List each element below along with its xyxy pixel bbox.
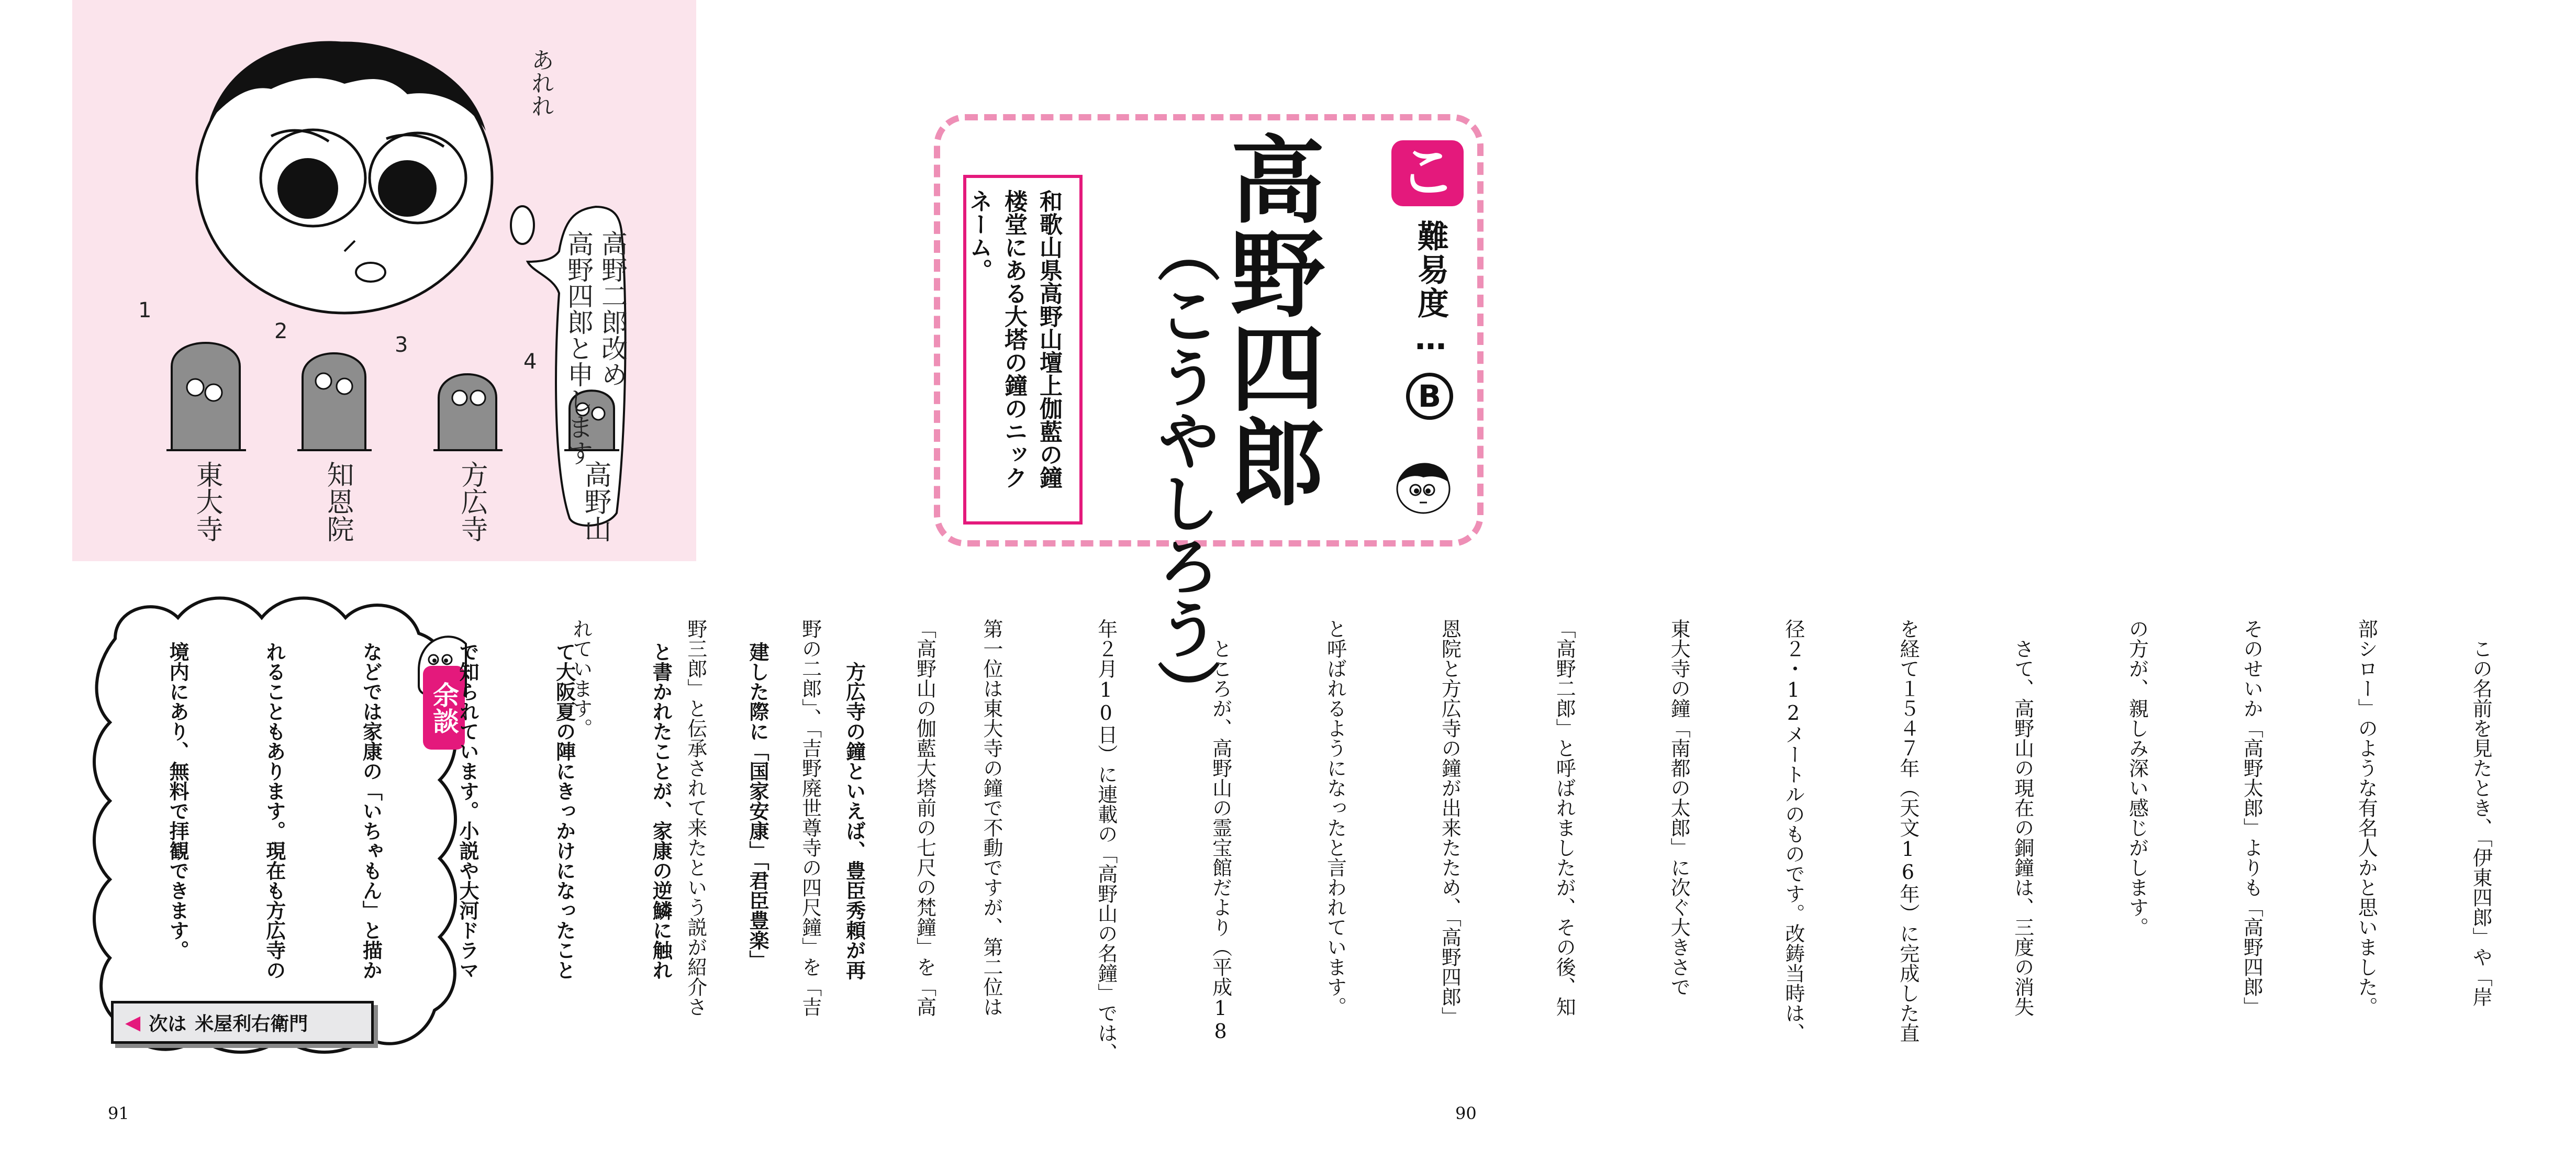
aside-line: て大阪夏の陣にきっかけになったこと: [552, 642, 576, 980]
aside-line: などでは家康の「いちゃもん」と描か: [359, 642, 383, 980]
bell-2: [297, 353, 372, 450]
page-number-right: 90: [1455, 1103, 1477, 1123]
aside-line: 建した際に「国家安康」「君臣豊楽」: [745, 642, 769, 970]
next-entry-link[interactable]: [111, 1001, 374, 1044]
reading-close-paren: ）: [1147, 660, 1220, 722]
bell-4-label: 高野山: [579, 461, 611, 542]
body-line: 恩院と方広寺の鐘が出来たため、「高野四郎」: [1438, 619, 1462, 1027]
aside-text: [129, 642, 934, 1061]
body-line: 「高野山の伽藍大塔前の七尺の梵鐘」を「高: [913, 619, 936, 1017]
body-line: そのせいか「高野太郎」よりも「高野四郎」: [2240, 619, 2263, 1017]
bell-1: [166, 343, 246, 450]
intro-text: 和歌山県高野山壇上伽藍の鐘 楼堂にある大塔の鐘のニック ネーム。: [965, 189, 1062, 489]
body-line: 野三郎」と伝承されて来たという説が紹介さ: [684, 619, 707, 1017]
bell-2-label: 知恩院: [322, 461, 353, 542]
aside-line: と書かれたことが、家康の逆鱗に触れ: [649, 642, 673, 980]
body-line: さて、高野山の現在の銅鐘は、三度の消失: [2011, 619, 2034, 1017]
arrow-left-icon: ◀: [125, 1011, 141, 1034]
body-line: 年２月10日）に連載の「高野山の名鐘」では、: [1094, 619, 1118, 1063]
bell-2-number: 2: [274, 319, 288, 343]
body-line: 径２・12メートルのものです。改鋳当時は、: [1781, 619, 1805, 1043]
bell-3-label: 方広寺: [456, 461, 487, 542]
body-line: れています。: [569, 619, 593, 738]
body-line: 野の二郎」、「吉野廃世尊寺の四尺鐘」を「吉: [798, 619, 822, 1017]
next-label: 次は: [149, 1013, 187, 1035]
aside-line: で知られています。小説や大河ドラマ: [456, 642, 479, 980]
bell-3: [433, 374, 503, 450]
bell-1-number: 1: [138, 298, 152, 322]
body-line: 東大寺の鐘「南都の太郎」に次ぐ大きさで: [1667, 619, 1691, 997]
bell-1-label: 東大寺: [191, 461, 222, 542]
page-number-left: 91: [108, 1103, 129, 1123]
entry-title: 高野四郎: [1214, 131, 1325, 508]
body-line: 第一位は東大寺の鐘で不動ですが、第二位は: [979, 619, 1003, 1017]
kana-index-badge: こ: [1391, 140, 1464, 206]
body-line: を経て１５４７年（天文16年）に完成した直: [1896, 619, 1920, 1043]
difficulty-grade: B: [1406, 373, 1453, 420]
reading-text: こうやしろう: [1147, 283, 1220, 660]
mascot-face: [197, 41, 534, 313]
reading-open-paren: （: [1147, 220, 1220, 283]
body-line: と呼ばれるようになったと言われています。: [1323, 619, 1347, 1017]
bell-4-number: 4: [523, 350, 537, 374]
body-line: ところが、高野山の霊宝館だより（平成18: [1209, 619, 1232, 1043]
bell-3-number: 3: [395, 333, 408, 357]
body-line: この名前を見たとき、「伊東四郎」や「岸: [2469, 619, 2493, 1007]
aside-line: 境内にあり、無料で拝観できます。: [166, 642, 189, 960]
exclamation-text: あれれ: [527, 48, 554, 117]
mascot-icon: [1389, 455, 1457, 518]
aside-line: 方広寺の鐘といえば、豊臣秀頼が再: [842, 642, 866, 980]
intro-box: [963, 175, 1083, 525]
next-title: 米屋利右衛門: [195, 1013, 308, 1035]
body-line: の方が、親しみ深い感じがします。: [2125, 619, 2149, 937]
speech-bubble-text: 高野二郎改め 高野四郎と申します: [563, 230, 628, 466]
right-page-body: [934, 619, 2576, 1069]
body-line: 「高野二郎」と呼ばれましたが、その後、知: [1553, 619, 1576, 1017]
body-line: 部シロー」のような有名人かと思いました。: [2355, 619, 2378, 1017]
aside-line: れることもあります。現在も方広寺の: [262, 642, 286, 980]
aside-badge: 余談: [423, 666, 465, 750]
illustration-panel: [72, 0, 696, 561]
difficulty-label: 難易度…: [1412, 220, 1449, 359]
